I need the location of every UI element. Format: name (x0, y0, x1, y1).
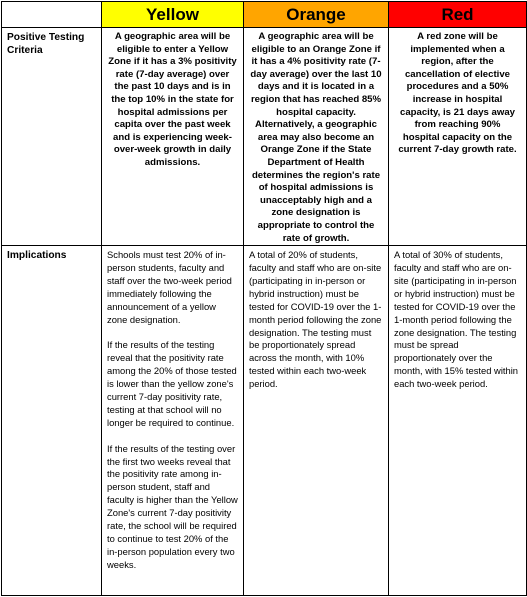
header-row (2, 2, 527, 28)
implications-row-label: Implications (2, 246, 102, 596)
header-blank-cell (2, 2, 102, 28)
implications-orange-cell: A total of 20% of students, faculty and staff who are on-site (participating in in-person or hybrid instruction) must be tested for COVID-19 over the 1-month period following the zone designation. The testing must be proportionately spread across the month, with 10% tested within each two-week period. (244, 246, 389, 596)
implications-row (2, 246, 527, 596)
criteria-yellow-cell: A geographic area will be eligible to enter a Yellow Zone if it has a 3% positivity rate (7-day average) over the past 10 days and is in the top 10% in the state for hospital admissions per capita over the past week and is experiencing week-over-week growth in daily admissions. (102, 28, 244, 246)
criteria-row-label: Positive Testing Criteria (2, 28, 102, 246)
implications-yellow-cell (102, 246, 244, 596)
header-yellow: Yellow (102, 2, 244, 28)
header-red: Red (389, 2, 527, 28)
criteria-orange-cell: A geographic area will be eligible to an Orange Zone if it has a 4% positivity rate (7-day average) over the last 10 days and it is located in a region that has reached 85% hospital capacity. Alternatively, a geographic area may also become an Orange Zone if the State Department of Health determines the region's rate of hospital admissions is unacceptably high and a zone designation is appropriate to control the rate of growth. (244, 28, 389, 246)
header-orange: Orange (244, 2, 389, 28)
zone-criteria-table (1, 1, 527, 596)
implications-yellow-paragraph: If the results of the testing over the first two weeks reveal that the positivity rate among in-person student, staff and faculty is higher than the Yellow Zone's current 7-day positivity rate, the school will be required to continue to test 20% of the in-person population every two weeks. (107, 442, 238, 570)
implications-red-cell: A total of 30% of students, faculty and staff who are on-site (participating in in-person or hybrid instruction) must be tested for COVID-19 over the 1-month period following the zone designation. The testing must be spread proportionately over the month, with 15% tested within each two-week period. (389, 246, 527, 596)
implications-yellow-paragraph: If the results of the testing reveal that the positivity rate among the 20% of those tested is lower than the yellow zone's current 7-day positivity rate, testing at that school will no longer be required to continue. (107, 339, 237, 428)
criteria-red-cell: A red zone will be implemented when a region, after the cancellation of elective procedures and a 50% increase in hospital capacity, is 21 days away from reaching 90% hospital capacity on the current 7-day growth rate. (389, 28, 527, 246)
implications-yellow-paragraph: Schools must test 20% of in-person students, faculty and staff over the two-week period immediately following the announcement of a yellow zone designation. (107, 249, 232, 325)
criteria-row (2, 28, 527, 246)
